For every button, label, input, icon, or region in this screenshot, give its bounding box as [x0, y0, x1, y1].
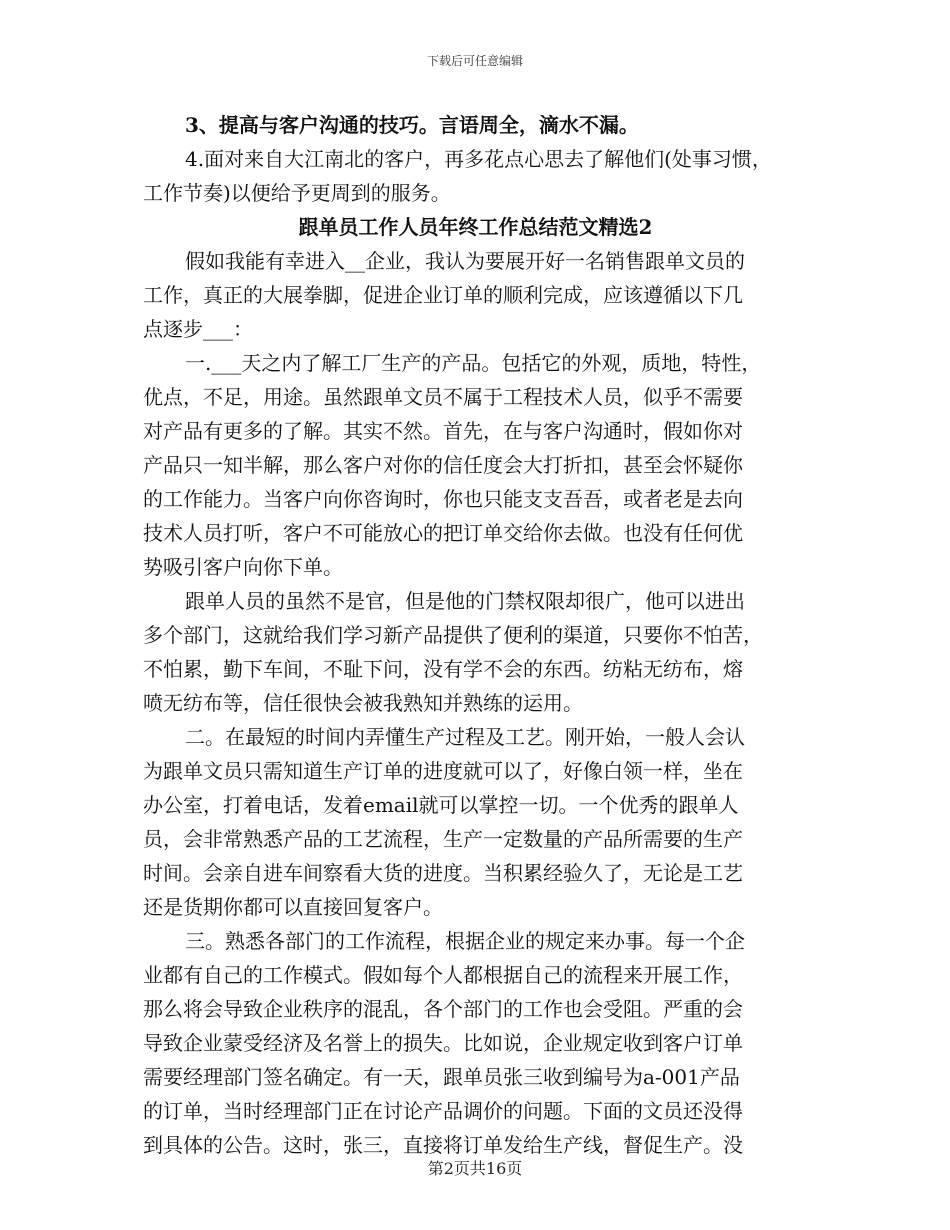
text-line: 产品只一知半解，那么客户对你的信任度会大打折扣，甚至会怀疑你: [143, 453, 743, 477]
text-line: 为跟单文员只需知道生产订单的进度就可以了，好像白领一样，坐在: [143, 759, 743, 783]
text-line: 到具体的公告。这时，张三，直接将订单发给生产线，督促生产。没: [143, 1133, 743, 1157]
text-line: 优点，不足，用途。虽然跟单文员不属于工程技术人员，似乎不需要: [143, 385, 743, 409]
text-line: 多个部门，这就给我们学习新产品提供了便利的渠道，只要你不怕苦，: [143, 623, 763, 647]
page-header-note: 下载后可任意编辑: [426, 54, 523, 68]
text-line: 喷无纺布等，信任很快会被我熟知并熟练的运用。: [143, 691, 583, 715]
text-line: 势吸引客户向你下单。: [143, 555, 343, 579]
text-line: 时间。会亲自进车间察看大货的进度。当积累经验久了，无论是工艺: [143, 861, 743, 885]
section-title: 跟单员工作人员年终工作总结范文精选2: [298, 215, 653, 239]
numbered-point-3: 3、提高与客户沟通的技巧。言语周全，滴水不漏。: [185, 113, 639, 137]
text-line: 不怕累，勤下车间，不耻下问，没有学不会的东西。纺粘无纺布，熔: [143, 657, 743, 681]
text-line: 假如我能有幸进入__企业，我认为要展开好一名销售跟单文员的: [185, 249, 745, 273]
text-line: 的订单，当时经理部门正在讨论产品调价的问题。下面的文员还没得: [143, 1099, 743, 1123]
text-line: 一.___天之内了解工厂生产的产品。包括它的外观，质地，特性，: [185, 351, 762, 375]
text-line: 二。在最短的时间内弄懂生产过程及工艺。刚开始，一般人会认: [185, 725, 745, 749]
text-line: 跟单人员的虽然不是官，但是他的门禁权限却很广，他可以进出: [185, 589, 745, 613]
text-line: 业都有自己的工作模式。假如每个人都根据自己的流程来开展工作，: [143, 963, 743, 987]
text-line: 需要经理部门签名确定。有一天，跟单员张三收到编号为a-001产品: [143, 1065, 740, 1089]
text-line: 工作，真正的大展拳脚，促进企业订单的顺利完成，应该遵循以下几: [143, 283, 743, 307]
numbered-point-4: 4.面对来自大江南北的客户，再多花点心思去了解他们(处事习惯，: [185, 147, 772, 171]
document-body: [143, 108, 808, 1162]
page-number: 第2页共16页: [427, 1159, 523, 1178]
text-line: 员，会非常熟悉产品的工艺流程，生产一定数量的产品所需要的生产: [143, 827, 743, 851]
text-line: 三。熟悉各部门的工作流程，根据企业的规定来办事。每一个企: [185, 929, 745, 953]
text-line: 还是货期你都可以直接回复客户。: [143, 895, 443, 919]
text-line: 工作节奏)以便给予更周到的服务。: [143, 181, 451, 205]
text-line: 点逐步___：: [143, 317, 253, 341]
text-line: 对产品有更多的了解。其实不然。首先，在与客户沟通时，假如你对: [143, 419, 743, 443]
text-line: 办公室，打着电话，发着email就可以掌控一切。一个优秀的跟单人: [143, 793, 739, 817]
text-line: 导致企业蒙受经济及名誉上的损失。比如说，企业规定收到客户订单: [143, 1031, 743, 1055]
text-line: 的工作能力。当客户向你咨询时，你也只能支支吾吾，或者老是去向: [143, 487, 743, 511]
text-line: 那么将会导致企业秩序的混乱，各个部门的工作也会受阻。严重的会: [143, 997, 743, 1021]
text-line: 技术人员打听，客户不可能放心的把订单交给你去做。也没有任何优: [143, 521, 743, 545]
